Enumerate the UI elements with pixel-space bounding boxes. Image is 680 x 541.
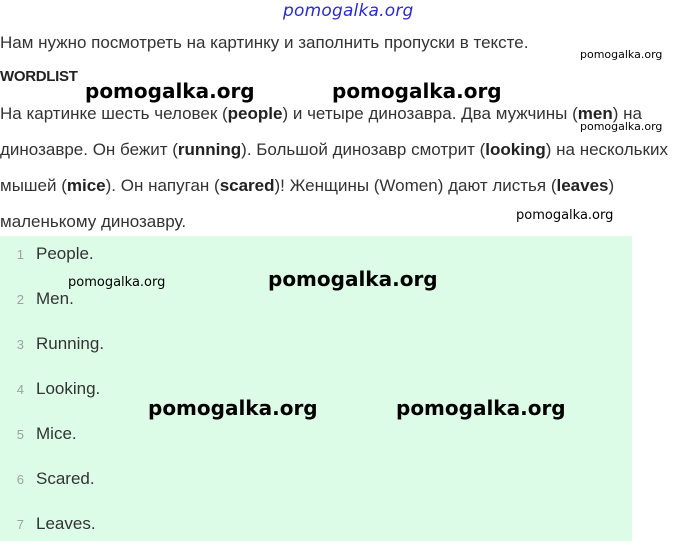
paragraph-segment: ) на нескольких мышей ( bbox=[0, 140, 668, 195]
paragraph-keyword: scared bbox=[219, 176, 275, 195]
answer-number: 1 bbox=[16, 246, 24, 262]
answer-number: 6 bbox=[16, 471, 24, 487]
answer-text: People. bbox=[36, 244, 94, 263]
paragraph-segment: ) на динозавре. Он бежит ( bbox=[0, 104, 642, 159]
paragraph-keyword: looking bbox=[485, 140, 546, 159]
watermark: pomogalka.org bbox=[580, 120, 663, 133]
answer-text: Running. bbox=[36, 334, 105, 353]
answer-row bbox=[0, 512, 96, 536]
watermark-top: pomogalka.org bbox=[283, 1, 414, 21]
watermark: pomogalka.org bbox=[332, 79, 502, 103]
paragraph-keyword: men bbox=[577, 104, 613, 123]
paragraph-segment: ) и четыре динозавра. Два мужчины ( bbox=[282, 104, 578, 123]
paragraph-segment: ). Большой динозавр смотрит ( bbox=[241, 140, 486, 159]
answer-number: 7 bbox=[16, 516, 24, 532]
answer-number: 3 bbox=[16, 336, 24, 352]
answer-row bbox=[0, 377, 100, 401]
watermark: pomogalka.org bbox=[580, 48, 663, 61]
answer-text: Looking. bbox=[36, 379, 101, 398]
paragraph-keyword: leaves bbox=[556, 176, 609, 195]
watermark: pomogalka.org bbox=[396, 396, 566, 420]
paragraph-keyword: mice bbox=[66, 176, 106, 195]
watermark: pomogalka.org bbox=[85, 79, 255, 103]
answer-text: Scared. bbox=[36, 469, 95, 488]
answer-number: 5 bbox=[16, 426, 24, 442]
paragraph-keyword: running bbox=[177, 140, 242, 159]
answer-row bbox=[0, 467, 95, 491]
paragraph-segment: ) маленькому динозавру. bbox=[0, 176, 615, 231]
answer-number: 4 bbox=[16, 381, 24, 397]
paragraph-segment: )! Женщины (Women) дают листья ( bbox=[274, 176, 557, 195]
answer-row bbox=[0, 242, 94, 266]
wordlist-heading: WORDLIST bbox=[0, 68, 78, 85]
answer-text: Men. bbox=[36, 289, 74, 308]
answer-row bbox=[0, 287, 74, 311]
answer-text: Mice. bbox=[36, 424, 77, 443]
instruction-text: Нам нужно посмотреть на картинку и заполнить пропуски в тексте. bbox=[0, 33, 529, 52]
watermark: pomogalka.org bbox=[516, 208, 614, 223]
answer-row bbox=[0, 422, 77, 446]
watermark: pomogalka.org bbox=[68, 275, 166, 290]
answer-row bbox=[0, 332, 104, 356]
paragraph-keyword: people bbox=[227, 104, 283, 123]
paragraph-segment: На картинке шесть человек ( bbox=[0, 104, 228, 123]
paragraph-segment: ). Он напуган ( bbox=[105, 176, 220, 195]
watermark: pomogalka.org bbox=[268, 267, 438, 291]
answer-number: 2 bbox=[16, 291, 24, 307]
watermark: pomogalka.org bbox=[148, 396, 318, 420]
answer-text: Leaves. bbox=[36, 514, 96, 533]
